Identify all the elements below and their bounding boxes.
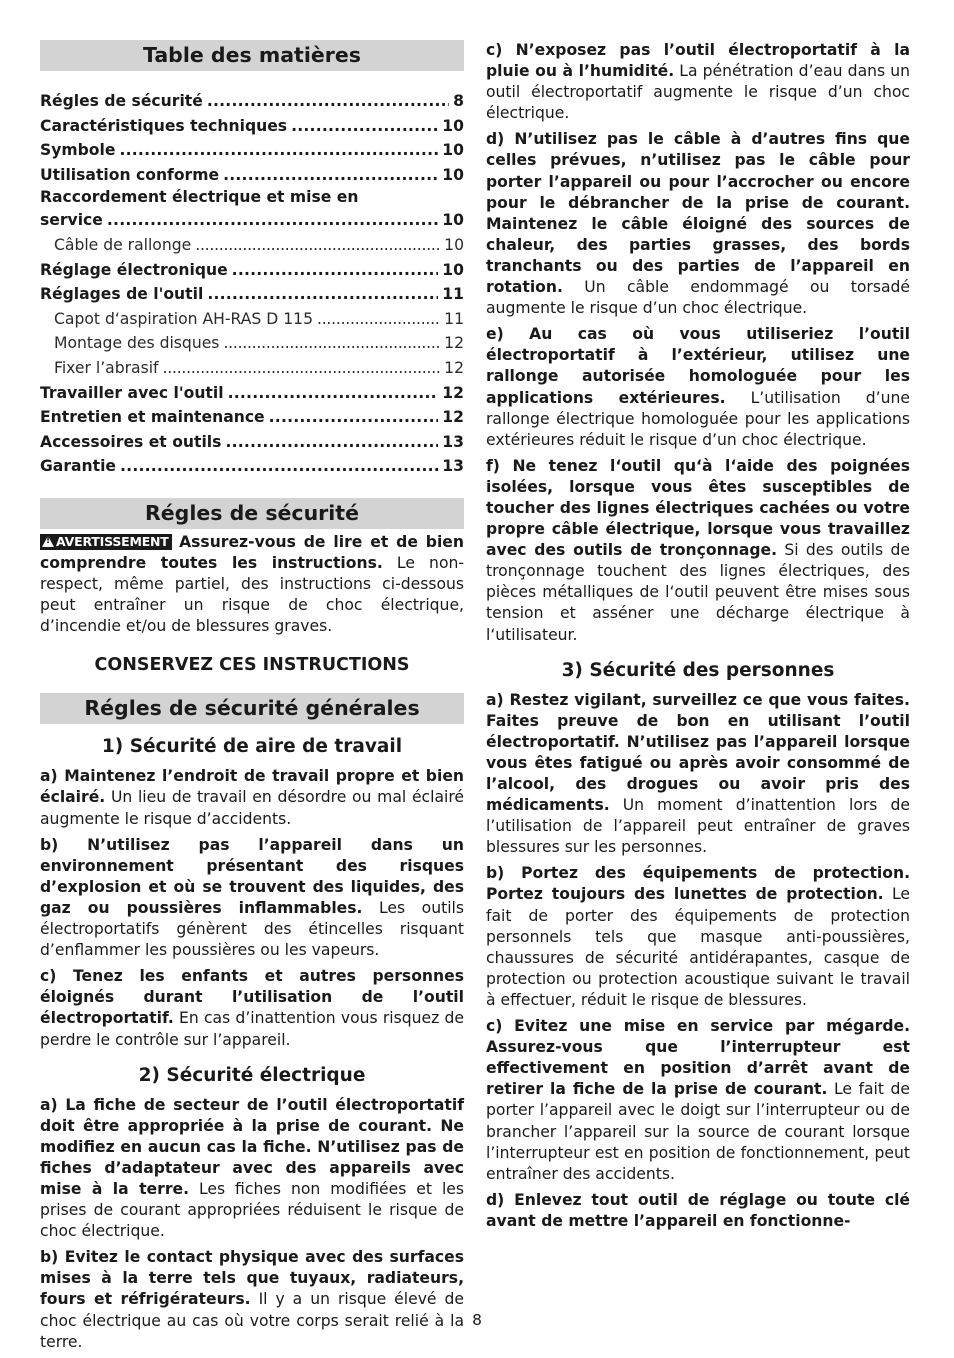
toc-entry[interactable] xyxy=(40,114,464,139)
page-number: 8 xyxy=(472,1311,482,1329)
section-3-title: 3) Sécurité des personnes xyxy=(561,659,835,681)
left-column xyxy=(40,40,464,1358)
toc-entry-page: 12 xyxy=(444,358,464,377)
s2-f: f) Ne tenez l‘outil qu‘à l‘aide des poignées isolées, lorsque vous êtes susceptibles de toucher des lignes électriques cachées ou votre propre câble électrique, lorsque vous travaillez avec des outils de tronçonnage. Si des outils de tronçonnage touchent des lignes électriques, des pièces métalliques de l‘outil peuvent être mises sous tension et asséner une décharge électrique à l‘utilisateur. xyxy=(486,456,910,644)
toc-dot-leader xyxy=(207,89,449,114)
toc-entry[interactable] xyxy=(40,233,464,258)
toc-entry-label: service xyxy=(40,211,103,230)
section-2-title: 2) Sécurité électrique xyxy=(138,1064,366,1086)
toc-entry-page: 10 xyxy=(442,165,464,184)
toc-entry-page: 11 xyxy=(442,285,464,304)
toc-entry-page: 10 xyxy=(442,260,464,279)
toc-entry-label: Réglage électronique xyxy=(40,260,228,279)
toc-entry-page: 10 xyxy=(442,116,464,135)
toc-entry[interactable] xyxy=(40,405,464,430)
toc-dot-leader xyxy=(225,430,438,455)
s3-d: d) Enlevez tout outil de réglage ou toute clé avant de mettre l’appareil en fonctionne- xyxy=(486,1190,910,1230)
s2-c: c) N’exposez pas l’outil électroportatif à la pluie ou à l’humidité. La pénétration d’eau dans un outil électroportatif augmente le risque d’un choc électrique. xyxy=(486,41,911,123)
toc-entry-page: 8 xyxy=(453,92,464,110)
toc-entry-label: Fixer l’abrasif xyxy=(54,358,159,377)
toc-entry-label: Capot d‘aspiration AH-RAS D 115 xyxy=(54,309,313,328)
general-title: Régles de sécurité générales xyxy=(40,693,464,724)
toc-entry-label: Câble de rallonge xyxy=(54,235,192,254)
toc-list xyxy=(40,89,464,479)
toc-entry[interactable] xyxy=(40,138,464,163)
s3-c: c) Evitez une mise en service par mégarde. Assurez-vous que l’interrupteur est effectivement en position d’arrêt avant de retirer la fiche de la prise de courant. Le fait de porter l’appareil avec le doigt sur l’interrupteur ou de brancher l’appareil sur la source de courant lorsque l’interrupteur est en position de fonctionnement, peut entraîner des accidents. xyxy=(486,1017,911,1183)
section-1-title: 1) Sécurité de aire de travail xyxy=(101,736,403,758)
conserve-heading: CONSERVEZ CES INSTRUCTIONS xyxy=(94,655,410,676)
toc-dot-leader xyxy=(232,258,439,283)
s2-b: b) Evitez le contact physique avec des surfaces mises à la terre tels que tuyaux, radiateurs, fours et réfrigérateurs. Il y a un risque élevé de choc électrique au cas où votre corps serait relié à la terre. xyxy=(40,1248,464,1351)
toc-entry-page: 10 xyxy=(442,211,464,230)
s2-d: d) N’utilisez pas le câble à d’autres fins que celles prévues, n’utilisez pas le câble pour porter l’appareil ou pour l’accrocher ou encore pour le débrancher de la prise de courant. Maintenez le câble éloigné des sources de chaleur, des parties grasses, des bords tranchants ou des parties de l’appareil en rotation. Un câble endommagé ou torsadé augmente le risque d’un choc électrique. xyxy=(486,130,910,318)
toc-title: Table des matières xyxy=(40,40,464,71)
toc-entry-label: Accessoires et outils xyxy=(40,432,222,451)
s2-e: e) Au cas où vous utiliseriez l’outil électroportatif à l’extérieur, utilisez une rallonge autorisée homologuée pour les applications extérieures. L’utilisation d’une rallonge électrique homologuée pour les applications extérieures réduit le risque d’un choc électrique. xyxy=(486,325,910,449)
toc-entry[interactable] xyxy=(40,356,464,381)
toc-dot-leader xyxy=(163,356,441,381)
right-column xyxy=(486,40,910,1237)
toc-dot-leader xyxy=(107,208,438,233)
toc-dot-leader xyxy=(223,331,440,356)
toc-entry-label: Montage des disques xyxy=(54,334,220,353)
toc-entry-page: 12 xyxy=(442,383,464,402)
toc-dot-leader xyxy=(317,307,440,332)
toc-dot-leader xyxy=(228,381,439,406)
toc-entry-label: Entretien et maintenance xyxy=(40,408,265,427)
toc-entry-page: 11 xyxy=(444,309,464,328)
toc-entry[interactable] xyxy=(40,208,464,233)
toc-dot-leader xyxy=(119,138,438,163)
toc-entry-page: 13 xyxy=(442,432,464,451)
toc-entry[interactable] xyxy=(40,163,464,188)
toc-entry-page: 10 xyxy=(444,235,464,254)
toc-entry[interactable] xyxy=(40,282,464,307)
toc-dot-leader xyxy=(195,233,440,258)
toc-entry[interactable] xyxy=(40,307,464,332)
s1-b: b) N’utilisez pas l’appareil dans un environnement présentant des risques d’explosion et où se trouvent des liquides, des gaz ou poussières inflammables. Les outils électroportatifs génèrent des étincelles risquant d’enflammer les poussières ou les vapeurs. xyxy=(40,835,464,960)
toc-dot-leader xyxy=(120,454,438,479)
safety-title: Régles de sécurité xyxy=(40,498,464,529)
toc-entry-label: Symbole xyxy=(40,141,116,160)
toc-entry[interactable] xyxy=(40,258,464,283)
toc-entry-page: 12 xyxy=(444,334,464,353)
toc-dot-leader xyxy=(207,282,438,307)
toc-entry[interactable] xyxy=(40,430,464,455)
toc-dot-leader xyxy=(269,405,439,430)
toc-entry[interactable] xyxy=(40,89,464,114)
s2-a: a) La fiche de secteur de l’outil électroportatif doit être appropriée à la prise de courant. Ne modifiez en aucun cas la fiche. N’utilisez pas de fiches d’adaptateur avec des appareils avec mise à la terre. Les fiches non modifiées et les prises de courant appropriées réduisent le risque de choc électrique. xyxy=(40,1095,464,1241)
s1-a: a) Maintenez l’endroit de travail propre et bien éclairé. Un lieu de travail en désordre ou mal éclairé augmente le risque d’accidents. xyxy=(40,767,464,828)
toc-entry-label: Travailler avec l'outil xyxy=(40,383,224,402)
toc-entry-page: 12 xyxy=(442,408,464,427)
toc-entry-label: Réglages de l'outil xyxy=(40,285,204,304)
toc-entry-label: Régles de sécurité xyxy=(40,92,203,110)
toc-entry[interactable] xyxy=(40,381,464,406)
toc-entry-page: 10 xyxy=(442,141,464,160)
toc-entry[interactable] xyxy=(40,454,464,479)
toc-entry[interactable] xyxy=(40,331,464,356)
s3-b: b) Portez des équipements de protection. Portez toujours des lunettes de protection. Le fait de porter des équipements de protection personnels tels que masque anti-poussières, chaussures de sécurité antidérapantes, casque de protection ou protection acoustique suivant le travail à effectuer, réduit le risque de blessures. xyxy=(486,864,910,1009)
toc-dot-leader xyxy=(291,114,438,139)
warning-triangle-icon xyxy=(42,536,54,547)
toc-entry-label: Garantie xyxy=(40,457,117,476)
toc-entry-label: Caractéristiques techniques xyxy=(40,116,288,135)
toc-entry-label: Utilisation conforme xyxy=(40,165,220,184)
warning-text: Le non-respect, même partiel, des instructions ci-dessous peut entraîner un risque de choc électrique, d’incendie et/ou de blessures graves. xyxy=(40,554,464,636)
s3-a: a) Restez vigilant, surveillez ce que vous faites. Faites preuve de bon en utilisant l’outil électroportatif. N’utilisez pas l’appareil lorsque vous êtes fatigué ou après avoir consommé de l’alcool, des drogues ou avoir pris des médicaments. Un moment d’inattention lors de l’utilisation de l’appareil peut entraîner de graves blessures sur les personnes. xyxy=(486,690,910,857)
warning-bold: Assurez-vous de lire et de bien comprendre toutes les instructions. xyxy=(40,532,464,572)
warning-badge: !AVERTISSEMENT xyxy=(40,534,172,550)
warning-paragraph xyxy=(40,532,464,637)
toc-entry-page: 13 xyxy=(442,457,464,476)
s1-c: c) Tenez les enfants et autres personnes éloignés durant l’utilisation de l’outil électroportatif. En cas d’inattention vous risquez de perdre le contrôle sur l’appareil. xyxy=(40,967,464,1049)
toc-dot-leader xyxy=(223,163,438,188)
toc-entry-label-line: Raccordement électrique et mise en xyxy=(40,188,359,207)
